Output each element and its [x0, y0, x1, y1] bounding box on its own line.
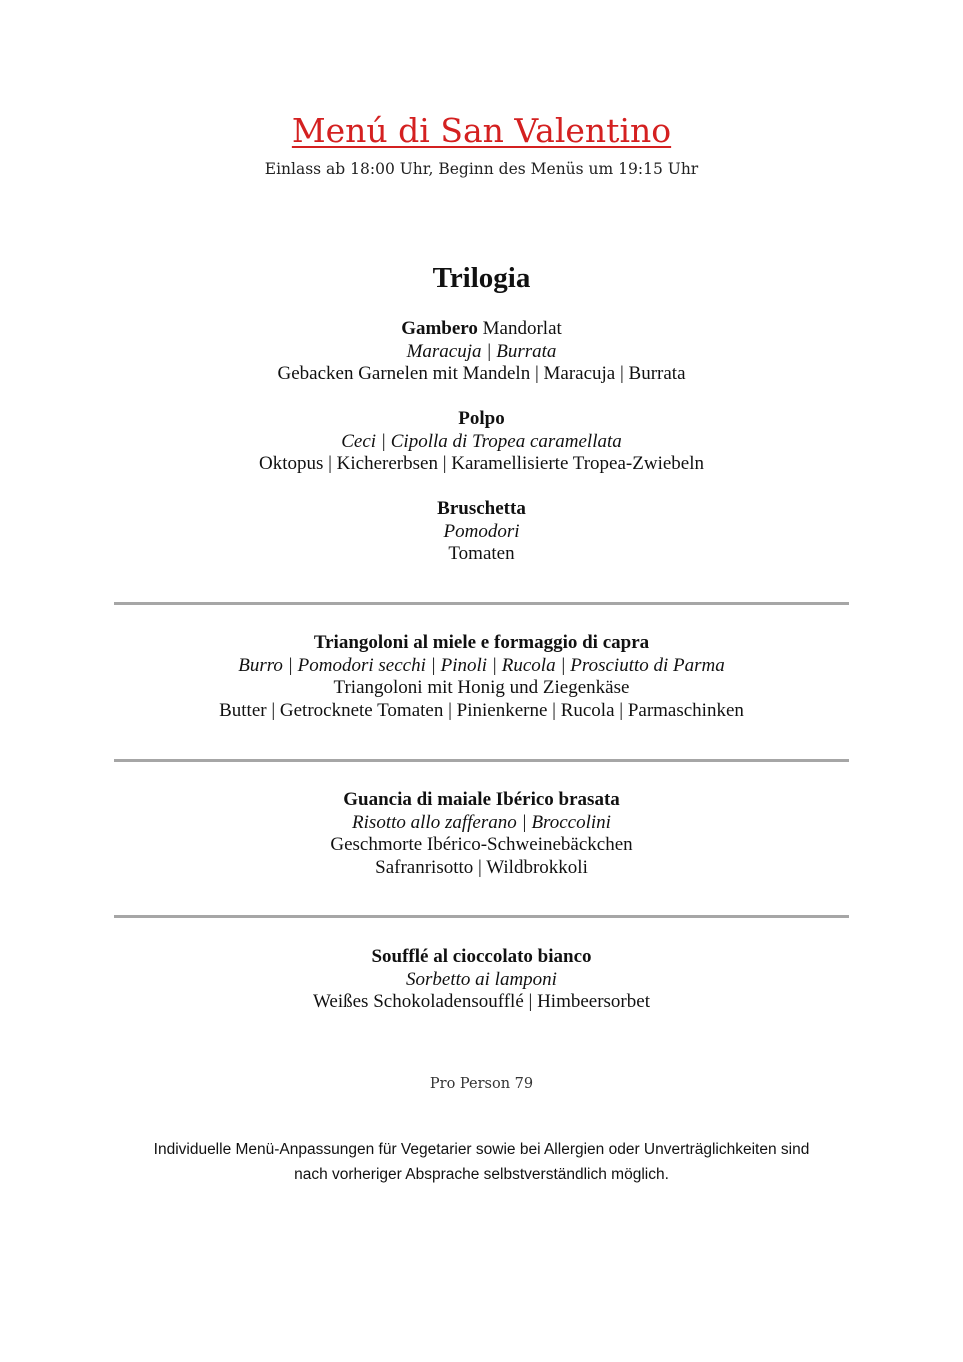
dish-italian: Maracuja | Burrata	[406, 340, 557, 362]
dish-german: Oktopus | Kichererbsen | Karamellisierte Tropea-Zwiebeln	[258, 453, 704, 474]
dish-polpo	[0, 408, 963, 476]
dietary-note-line: nach vorheriger Absprache selbstverständlich möglich.	[294, 1166, 669, 1183]
menu-title: Menú di San Valentino	[291, 111, 672, 150]
dish-bruschetta	[0, 498, 963, 566]
dish-name: Soufflé al cioccolato bianco	[371, 946, 592, 967]
dish-german: Tomaten	[448, 543, 515, 564]
dish-name	[0, 318, 963, 341]
dish-italian: Pomodori	[443, 520, 520, 542]
course-divider	[114, 759, 849, 762]
dish-souffle	[0, 946, 963, 1014]
dish-italian: Ceci | Cipolla di Tropea caramellata	[341, 430, 622, 452]
dish-german: Geschmorte Ibérico-Schweinebäckchen	[330, 834, 633, 855]
dish-name-bold: Gambero	[401, 318, 478, 339]
dish-german: Weißes Schokoladensoufflé | Himbeersorbet	[313, 991, 650, 1012]
dish-german: Triangoloni mit Honig und Ziegenkäse	[333, 677, 630, 698]
dish-german-sides: Safranrisotto | Wildbrokkoli	[375, 856, 588, 878]
dish-name: Polpo	[458, 408, 505, 429]
course-heading-trilogia: Trilogia	[432, 262, 531, 294]
dish-italian: Risotto allo zafferano | Broccolini	[352, 811, 611, 833]
dish-name-rest: Mandorlat	[477, 318, 562, 339]
dietary-note-line: Individuelle Menü-Anpassungen für Vegetarier sowie bei Allergien oder Unverträglichkeiten sind	[153, 1141, 810, 1158]
dish-guancia	[0, 789, 963, 879]
price-per-person: Pro Person 79	[429, 1076, 534, 1092]
dish-triangoloni	[0, 632, 963, 722]
dish-name: Triangoloni al miele e formaggio di capra	[313, 632, 650, 653]
dietary-note	[0, 1137, 963, 1187]
dish-german: Gebacken Garnelen mit Mandeln | Maracuja | Burrata	[277, 363, 686, 384]
course-divider	[114, 915, 849, 918]
course-divider	[114, 602, 849, 605]
dish-name: Guancia di maiale Ibérico brasata	[343, 789, 620, 810]
dish-name: Bruschetta	[437, 498, 526, 519]
dish-german-sides: Butter | Getrocknete Tomaten | Pinienkerne | Rucola | Parmaschinken	[219, 699, 744, 721]
dish-italian: Burro | Pomodori secchi | Pinoli | Rucola | Prosciutto di Parma	[238, 654, 725, 676]
dish-italian: Sorbetto ai lamponi	[406, 968, 557, 990]
dish-gambero	[0, 318, 963, 386]
menu-subtitle: Einlass ab 18:00 Uhr, Beginn des Menüs um 19:15 Uhr	[264, 160, 699, 178]
